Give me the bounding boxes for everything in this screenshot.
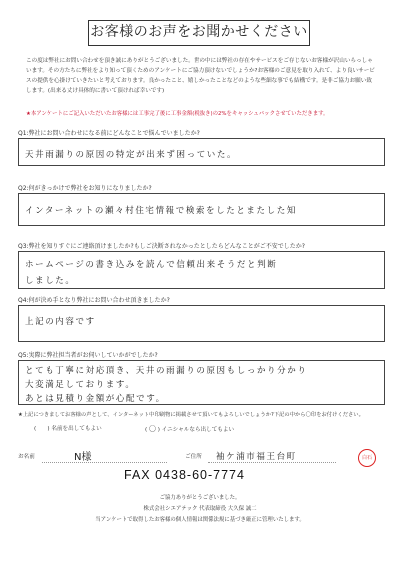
consent-option-initial-label: イニシャルなら出してもよい bbox=[161, 427, 235, 433]
question-3-label: Q3:弊社を知りすぐにご連絡頂けましたか?もしご決断されなかったとしたらどんなことがご不安でしたか? bbox=[18, 243, 305, 250]
consent-option-name[interactable] bbox=[34, 424, 102, 432]
question-4-answer-box[interactable] bbox=[18, 305, 385, 342]
fax-number: FAX 0438-60-7774 bbox=[124, 468, 245, 482]
address-underline bbox=[208, 462, 336, 463]
page-title: お客様のお声をお聞かせください bbox=[88, 20, 310, 46]
selected-circle-mark: 〇 bbox=[148, 425, 156, 433]
option-bracket: ) bbox=[157, 427, 160, 433]
address-value[interactable]: 袖ケ浦市福王台町 bbox=[216, 452, 297, 462]
option-bracket: ( bbox=[145, 427, 148, 433]
question-5-label: Q5:実際に弊社担当者がお伺いしていかがでしたか? bbox=[18, 352, 158, 359]
question-4-label: Q4:何が決め手となり弊社にお問い合わせ頂きましたか? bbox=[18, 297, 170, 304]
footer-privacy: 当アンケートで取得したお客様の個人情報は関係法規に基づき厳正に管理いたします。 bbox=[95, 517, 305, 523]
question-5-answer-line-3: あとは見積り金額が心配です。 bbox=[25, 394, 166, 404]
name-underline bbox=[42, 462, 167, 463]
name-label: お名前 bbox=[18, 454, 35, 460]
seal-stamp-icon: 白石 bbox=[358, 449, 376, 467]
consent-option-initial[interactable] bbox=[145, 424, 234, 434]
consent-option-name-label: 名前を出してもよい bbox=[51, 426, 102, 432]
option-bracket: ( ) bbox=[34, 426, 50, 432]
question-5-answer-box[interactable] bbox=[18, 360, 385, 405]
address-label: ご住所 bbox=[185, 454, 202, 460]
cashback-notice: ★本アンケートにご記入いただいたお客様には工事完了後に工事金額(税抜き)の2%をキャッシュバックさせていただきます。 bbox=[26, 111, 329, 117]
question-5-answer-line-1: とても丁寧に対応頂き、天井の雨漏りの原因もしっかり分かり bbox=[25, 366, 308, 376]
question-3-answer-box[interactable] bbox=[18, 251, 385, 289]
question-1-answer-box[interactable] bbox=[18, 138, 385, 166]
question-2-answer-box[interactable] bbox=[18, 193, 385, 226]
question-3-answer-line-1: ホームページの書き込みを読んで信頼出来そうだと判断 bbox=[25, 260, 278, 270]
footer-thanks: ご協力ありがとうございました。 bbox=[159, 495, 241, 501]
question-3-answer-line-2: しました。 bbox=[25, 276, 76, 286]
question-1-answer-line-1: 天井雨漏りの原因の特定が出来ず困っていた。 bbox=[25, 150, 238, 160]
consent-text: ★上記につきましてお客様の声として、インターネット中印刷物に掲載させて頂いてもよろしいでしょうか?下記の中から〇印をお付けください。 bbox=[18, 412, 364, 418]
intro-text: この度は弊社にお問い合わせを頂き誠にありがとうございました。世の中には弊社の存在やサービスをご存じないお客様が沢山いらっしゃいます。その方たちに弊社をより知って頂くためのアンケートにご協力頂けないでしょうか?お客様のご意見を取り入れて、より良いサービスの提供を心掛けていきたいと考えております。良かったこと、嬉しかったことなどのような些細な事でも結構です。是非ご協力お願い致します。(出来る丈け具体的に書いて頂ければ幸いです) bbox=[26, 58, 375, 94]
question-1-label: Q1:弊社にお問い合わせになる前にどんなことで悩んでいましたか? bbox=[18, 130, 200, 137]
question-4-answer-line-1: 上記の内容です bbox=[25, 317, 96, 327]
question-2-label: Q2:何がきっかけで弊社をお知りになりましたか? bbox=[18, 185, 152, 192]
question-5-answer-line-2: 大変満足しております。 bbox=[25, 380, 136, 390]
footer-company: 株式会社シエアテック 代表取締役 大久保 誠二 bbox=[143, 506, 257, 512]
name-value[interactable]: N様 bbox=[74, 452, 92, 463]
question-2-answer-line-1: インターネットの瀬々村住宅情報で検索をしたとまたした知 bbox=[25, 206, 297, 216]
